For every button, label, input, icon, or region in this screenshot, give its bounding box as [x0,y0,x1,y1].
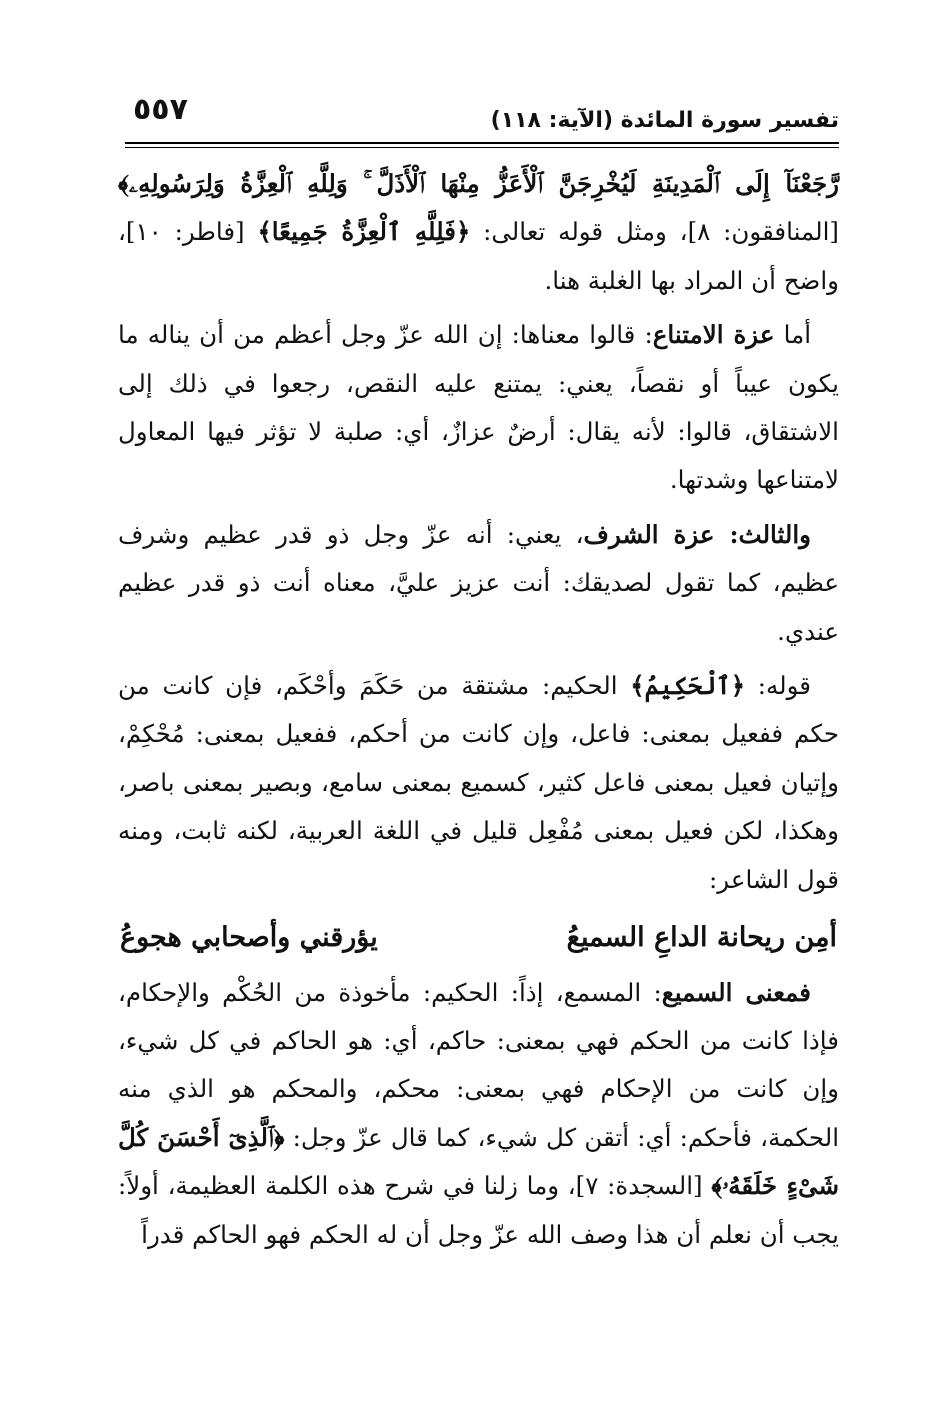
text-run: قوله: [745,671,811,701]
text-run: : قالوا معناها: إن الله عزّ وجل أعظم من أن يناله ما يكون عيباً أو نقصاً، يعني: يمتنع عليه النقص، رجعوا في ذلك إلى الاشتقاق، قالوا: لأنه يقال: أرضٌ عزازٌ، أي: صلبة لا تؤثر فيها المعاول لامتناعها وشدتها. [118,320,839,495]
paragraph-4 [118,662,839,904]
text-run: : المسمع، إذاً: الحكيم: مأخوذة من الحُكْم والإحكام، فإذا كانت من الحكم فهي بمعنى: حاكم، أي: هو الحاكم في كل شيء، وإن كانت من الإحكام فهي بمعنى: محكم، والمحكم هو الذي منه الحكمة، فأحكم: أي: أتقن كل شيء، كما قال عزّ وجل: [118,977,839,1152]
running-title: تفسير سورة المائدة (الآية: ١١٨) [490,108,839,133]
text-run: الحكيم: مشتقة من حَكَمَ وأحْكَم، فإن كانت من حكم ففعيل بمعنى: فاعل، وإن كانت من أحكم، ففعيل بمعنى: مُحْكِمْ، وإتيان فعيل بمعنى فاعل كثير، كسميع بمعنى سامع، وبصير بمعنى باصر، وهكذا، لكن فعيل بمعنى مُفْعِل قليل في اللغة العربية، لكنه ثابت، ومنه قول الشاعر: [118,671,839,894]
paragraph-1 [118,160,839,305]
text-run: [فاطر: ١٠]، [118,217,258,247]
text-run: ، يعني: أنه عزّ وجل ذو قدر عظيم وشرف عظيم، كما تقول لصديقك: أنت عزيز عليَّ، معناه أنت ذو قدر عظيم عندي. [118,519,839,646]
verse-hemistich-2: يؤرقني وأصحابي هجوعُ [120,922,378,954]
text-run: واضح أن المراد بها الغلبة هنا. [544,265,839,295]
quran-word: ﴿ٱلْحَكِيمُ﴾ [630,671,746,701]
text-run: [السجدة: ٧]، وما زلنا في شرح هذه الكلمة العظيمة، أولاً: يجب أن نعلم أن هذا وصف الله عزّ وجل أن له الحكم فهو الحاكم قدراً [118,1171,839,1249]
page-number: ٥٥٧ [133,92,188,127]
bold-term: عزة الامتناع [652,320,775,350]
page-body [118,160,839,1259]
text-run: أما [774,320,812,350]
paragraph-2 [118,311,839,505]
poetry-verse [118,914,839,962]
page-header [125,88,839,140]
verse-hemistich-1: أمِن ريحانة الداعِ السميعُ [566,922,837,954]
bold-term: والثالث: عزة الشرف [583,519,811,549]
text-run: [المنافقون: ٨]، ومثل قوله تعالى: [470,217,839,247]
quran-verse: ﴿ٱلَّذِىٓ أَحْسَنَ كُلَّ شَىْءٍ خَلَقَهُۥ﴾ [118,1122,840,1201]
paragraph-3 [118,511,839,656]
bold-term: فمعنى السميع [661,977,812,1007]
header-rule [125,142,839,144]
quran-verse: رَّجَعْنَآ إِلَى ٱلْمَدِينَةِ لَيُخْرِجَنَّ ٱلْأَعَزُّ مِنْهَا ٱلْأَذَلَّ ۚ وَلِلَّهِ ٱلْعِزَّةُ وَلِرَسُولِهِۦ﴾ [118,169,839,198]
paragraph-5 [118,969,839,1259]
quran-verse: ﴿فَلِلَّهِ ٱلْعِزَّةُ جَمِيعًا﴾ [257,217,471,247]
header-rule-thin [125,147,839,148]
